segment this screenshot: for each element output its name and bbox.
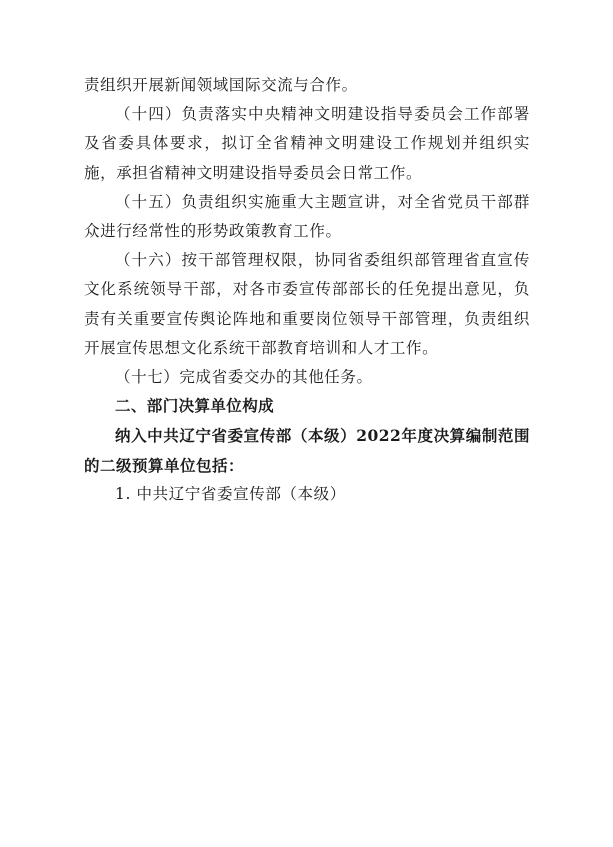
document-body xyxy=(84,71,530,509)
paragraph-item-16: （十六）按干部管理权限，协同省委组织部管理省直宣传文化系统领导干部，对各市委宣传部部长的任免提出意见，负责有关重要宣传舆论阵地和重要岗位领导干部管理，负责组织开展宣传思想文化系统干部教育培训和人才工作。 xyxy=(84,251,530,357)
paragraph-item-15: （十五）负责组织实施重大主题宣讲，对全省党员干部群众进行经常性的形势政策教育工作。 xyxy=(84,192,530,241)
section-heading: 二、部门决算单位构成 xyxy=(115,397,275,416)
scope-statement: 纳入中共辽宁省委宣传部（本级）2022年度决算编制范围的二级预算单位包括： xyxy=(84,426,530,475)
paragraph-item-14: （十四）负责落实中央精神文明建设指导委员会工作部署及省委具体要求，拟订全省精神文明建设工作规划并组织实施，承担省精神文明建设指导委员会日常工作。 xyxy=(84,105,530,182)
paragraph-continuation: 责组织开展新闻领域国际交流与合作。 xyxy=(84,76,358,94)
list-item: 1. 中共辽宁省委宣传部（本级） xyxy=(115,484,346,503)
paragraph-item-17: （十七）完成省委交办的其他任务。 xyxy=(115,368,373,387)
